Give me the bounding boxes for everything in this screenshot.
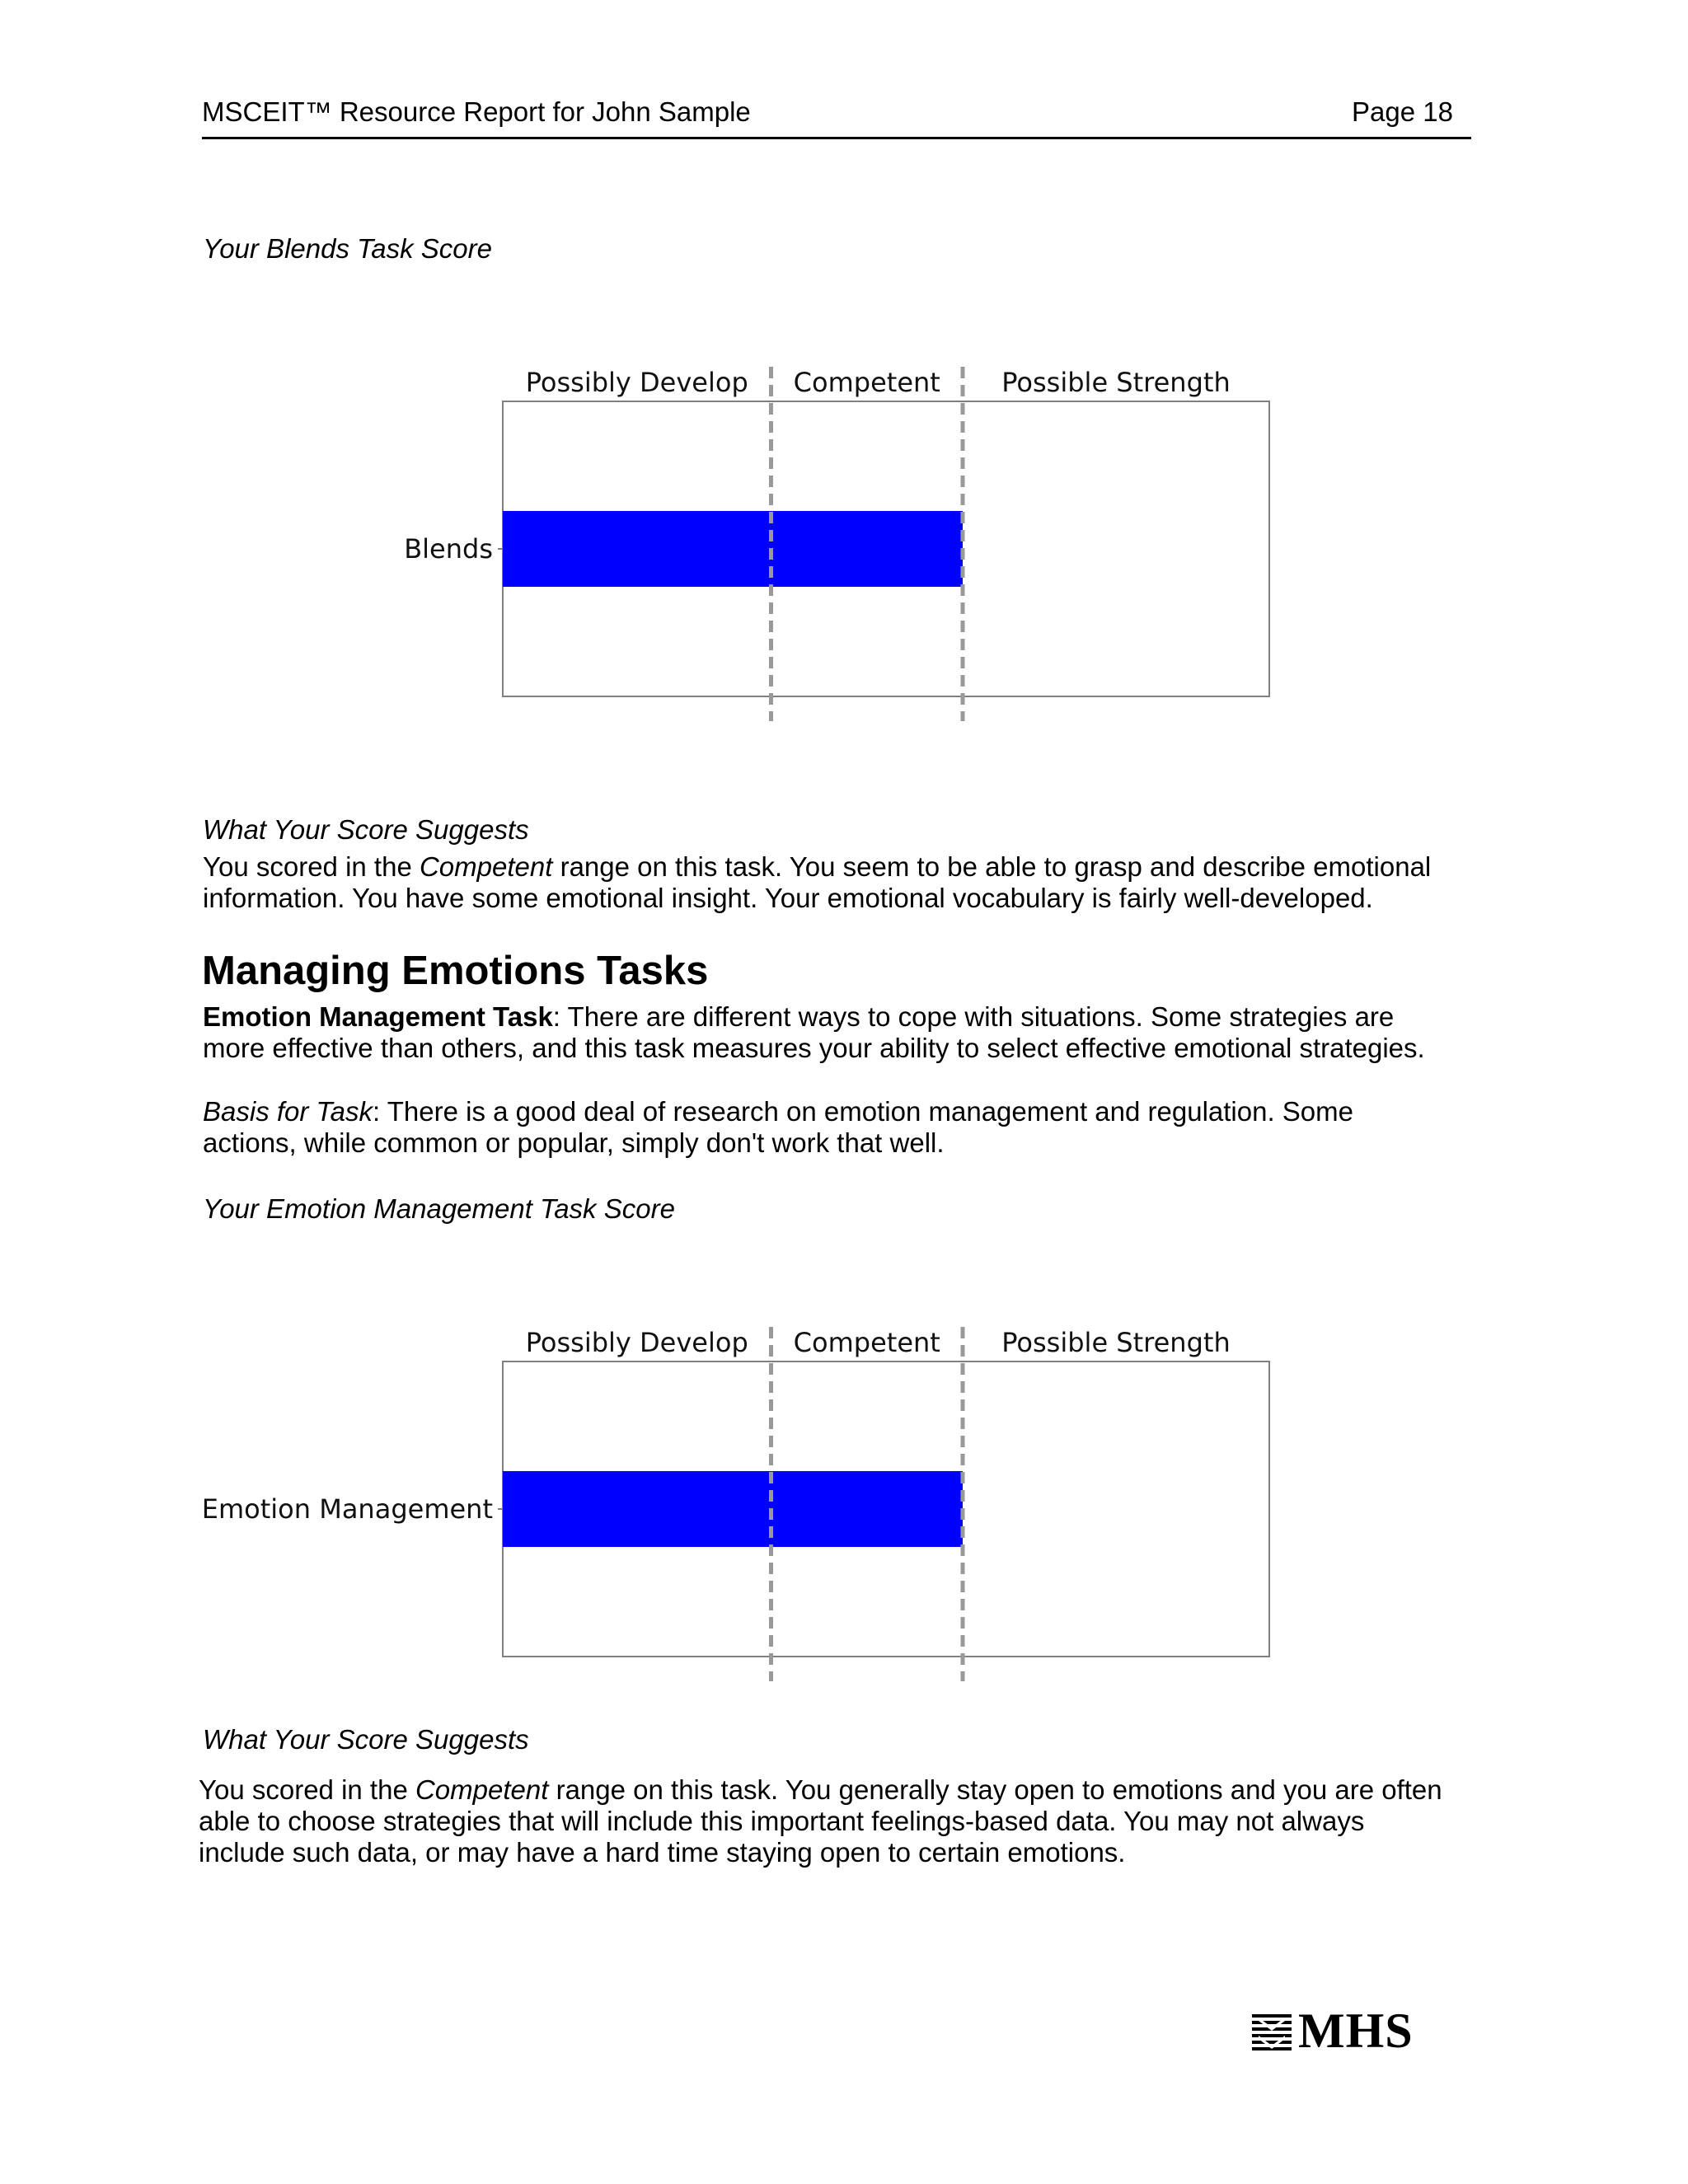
basis-line-2: actions, while common or popular, simply don't work that well.: [203, 1127, 945, 1158]
zone-label: Competent: [793, 1327, 940, 1358]
category-label: Blends: [404, 533, 493, 565]
zone-label: Possible Strength: [1001, 367, 1231, 398]
em-suggests-line-1: You scored in the Competent range on this task. You generally stay open to emotions and you are often: [199, 1774, 1442, 1805]
score-bar: [503, 511, 963, 587]
header-title: MSCEIT™ Resource Report for John Sample: [202, 96, 751, 127]
em-suggests-heading: What Your Score Suggests: [203, 1724, 529, 1755]
page-number: Page 18: [1352, 96, 1453, 127]
emotion-management-score-chart: [0, 1315, 1688, 1710]
blends-suggests-line-2: information. You have some emotional insight. Your emotional vocabulary is fairly well-developed.: [203, 883, 1373, 913]
em-suggests-line-2: able to choose strategies that will include this important feelings-based data. You may not always: [199, 1806, 1365, 1836]
em-range-term: Competent: [415, 1774, 549, 1805]
em-suggests-line-3: include such data, or may have a hard time staying open to certain emotions.: [199, 1837, 1126, 1868]
mhs-logo: [1247, 2004, 1420, 2057]
blends-suggests-heading: What Your Score Suggests: [203, 814, 529, 845]
blends-score-heading: Your Blends Task Score: [203, 233, 492, 264]
mhs-logo-icon: [1250, 2011, 1293, 2054]
task-definition-line-1: Emotion Management Task: There are different ways to cope with situations. Some strategies are: [203, 1001, 1395, 1032]
mhs-logo-text: MHS: [1298, 2004, 1414, 2058]
task-name: Emotion Management Task: [203, 1001, 553, 1032]
emotion-management-score-heading: Your Emotion Management Task Score: [203, 1193, 675, 1224]
zone-label: Possibly Develop: [525, 367, 748, 398]
category-label: Emotion Management: [201, 1493, 493, 1525]
basis-label: Basis for Task: [203, 1096, 373, 1127]
managing-emotions-title: Managing Emotions Tasks: [202, 949, 709, 993]
score-bar: [503, 1471, 963, 1547]
task-definition-line-2: more effective than others, and this task measures your ability to select effective emotional strategies.: [203, 1033, 1425, 1063]
basis-line-1: Basis for Task: There is a good deal of research on emotion management and regulation. Some: [203, 1096, 1353, 1127]
zone-label: Possibly Develop: [525, 1327, 748, 1358]
zone-label: Competent: [793, 367, 940, 398]
blends-chart-svg: [0, 354, 1688, 750]
blends-range-term: Competent: [419, 851, 553, 882]
page-header: [202, 96, 1471, 139]
zone-label: Possible Strength: [1001, 1327, 1231, 1358]
emotion-management-chart-svg: [0, 1315, 1688, 1710]
blends-suggests-line-1: You scored in the Competent range on this task. You seem to be able to grasp and describe emotional: [203, 851, 1432, 882]
blends-score-chart: [0, 354, 1688, 750]
